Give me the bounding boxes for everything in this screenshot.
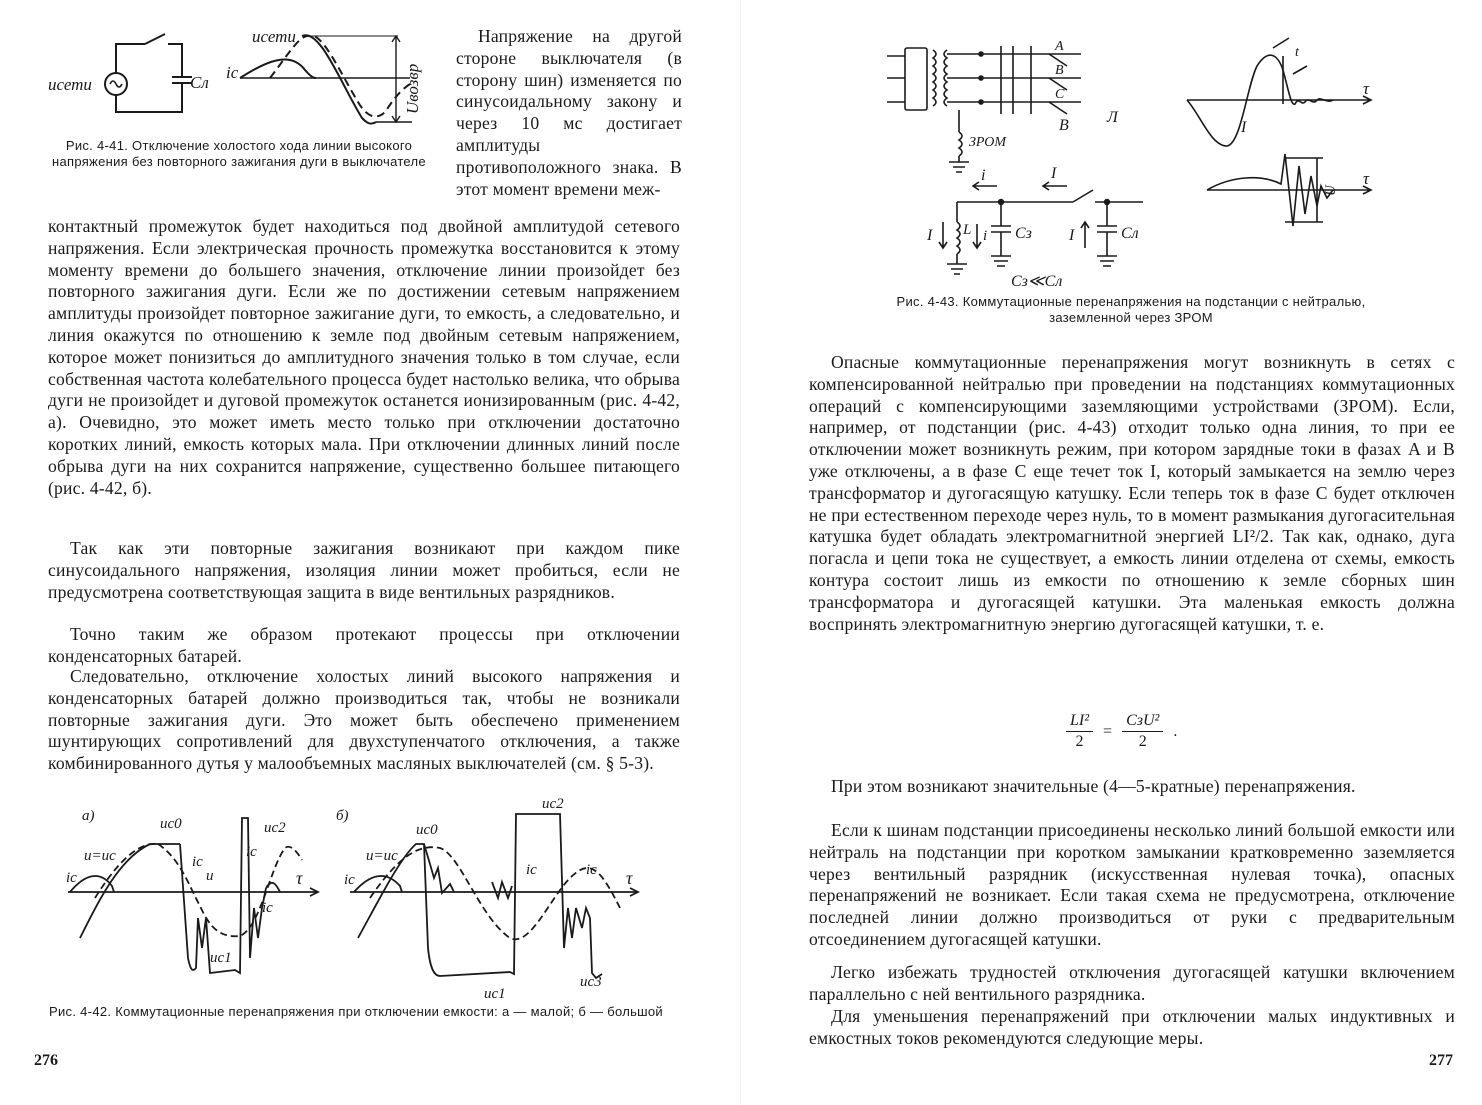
right-paragraph-4: Легко избежать трудностей отключения дугогасящей катушки включением параллельно с ней вентильного разрядника.	[809, 962, 1455, 1004]
l-inductor-label: L	[963, 222, 972, 238]
voltage-waveform	[1207, 154, 1371, 226]
uc1-a: uc1	[210, 950, 232, 966]
current-waveform	[1187, 38, 1371, 146]
panel-a	[66, 808, 318, 973]
l-label: Л	[1107, 109, 1118, 126]
uc2-a: uc2	[264, 820, 286, 836]
phase-b-label: B	[1055, 63, 1064, 78]
capacitance-relation: Cз≪Cл	[1011, 273, 1063, 290]
figure-4-42	[40, 798, 680, 1008]
uc3-b: uc3	[580, 974, 602, 990]
left-paragraph-1: контактный промежуток будет находиться под двойной амплитудой сетевого напряжения. Если электрическая прочность промежутка восстановится к этому моменту времени до большего значения, отключение линии произойдет без повторного зажигания дуги. Если же по достижении сетевым напряжением амплитуды произойдет повторное зажигание дуги, то емкость, а следовательно, и линия окажутся по отношению к земле под двойным сетевым напряжением, которое может понизиться до амплитудного значения только в том случае, если собственная частота колебательного процесса будет настолько велика, что обрыва дуги не произойдет и дуговой промежуток останется ионизированным (рис. 4-42, а). Очевидно, это может иметь место только при отключении достаточно коротких линий, емкость которых мала. При отключении длинных линий после обрыва дуги на них сохранится напряжение, существенно большее питающего (рис. 4-42, б).	[48, 216, 680, 498]
ic-b-3: ic	[586, 862, 597, 878]
ic-b-1: ic	[344, 872, 355, 888]
page-number-right: 277	[1429, 1052, 1453, 1069]
u-net-label: uсети	[48, 75, 92, 94]
i-small-label: i	[981, 167, 986, 184]
formula-eq: =	[1103, 722, 1113, 740]
formula-lhs	[1066, 712, 1093, 751]
uc1-b: uc1	[484, 986, 506, 1002]
right-paragraph-3: Если к шинам подстанции присоединены несколько линий большой емкости или нейтраль на подстанции при коротком замыкании кратковременно заземляется через вентильный разрядник (искусственная нулевая точка), опасных перенапряжений не возникает. Если такая схема не предусмотрена, отключение последней линии должно производиться от руки с предварительным отсоединением дугогасящей катушки.	[809, 820, 1455, 949]
i-right-label: I	[1069, 227, 1075, 244]
ic-a-1: ic	[66, 870, 77, 886]
figure-4-43	[881, 26, 1461, 296]
uc0-b: uc0	[416, 822, 438, 838]
formula-end: .	[1173, 722, 1178, 740]
i-arrow-label: I	[1051, 165, 1057, 182]
formula-lhs-den: 2	[1075, 733, 1084, 750]
u-label: U	[1323, 185, 1339, 196]
formula-rhs-num: CзU²	[1122, 712, 1163, 732]
figure-4-43-caption: Рис. 4-43. Коммутационные перенапряжения на подстанции с нейтралью, заземленной через ЗРОМ	[896, 294, 1366, 325]
figure-4-42-caption: Рис. 4-42. Коммутационные перенапряжения при отключении емкости: а — малой; б — большой	[49, 1004, 663, 1019]
ic-a-4: ic	[262, 900, 273, 916]
i-left-label: I	[927, 227, 933, 244]
u-solid-curve	[302, 35, 376, 123]
uc2-b: uc2	[542, 796, 564, 812]
ic-b-2: ic	[526, 862, 537, 878]
figure-4-41	[40, 22, 440, 132]
ic-a-2: ic	[192, 854, 203, 870]
t-label: t	[1295, 45, 1299, 60]
figure-4-41-caption: Рис. 4-41. Отключение холостого хода линии высокого напряжения без повторного зажигания дуги в выключателе	[52, 138, 426, 169]
right-page	[741, 0, 1482, 1105]
formula-rhs-den: 2	[1138, 733, 1147, 750]
tau-1: τ	[1363, 79, 1370, 98]
tau-a: τ	[296, 868, 303, 888]
left-paragraph-3: Точно таким же образом протекают процессы при отключении конденсаторных батарей.	[48, 624, 680, 666]
tau-2: τ	[1363, 169, 1370, 188]
substation-schematic	[887, 46, 1081, 172]
cl-label: Cл	[190, 73, 209, 92]
panel-b	[336, 796, 638, 1002]
i-curve-label: I	[1241, 119, 1247, 136]
left-paragraph-2: Так как эти повторные зажигания возникают при каждом пике синусоидального напряжения, изоляция линии может пробиться, если не предусмотрена соответствующая защита в виде вентильных разрядников.	[48, 538, 680, 602]
panel-a-label: а)	[82, 808, 95, 824]
side-text: Напряжение на другой стороне выключателя (в сторону шин) изменяется по синусоидальному закону и через 10 мс достигает амплитуды противоположного знака. В этот момент времени меж-	[456, 26, 682, 199]
formula-lhs-num: LI²	[1066, 712, 1093, 732]
ic-label: ic	[226, 63, 239, 82]
tau-b: τ	[626, 868, 633, 888]
c3-label: Cз	[1015, 225, 1032, 242]
uc0-a: uc0	[160, 816, 182, 832]
u-vozv-label: Uвозвр	[403, 63, 422, 114]
u-net-wave-label: uсети	[252, 27, 296, 46]
left-paragraph-4: Следовательно, отключение холостых линий высокого напряжения и конденсаторных батарей должно производиться так, чтобы не возникали повторные зажигания дуги. Это может быть обеспечено применением шунтирующих сопротивлений для двухступенчатого отключения, а также комбинированного дутья у малообъемных масляных выключателей (см. § 5-3).	[48, 666, 680, 774]
i2-label: i	[983, 228, 988, 244]
page-number-left: 276	[34, 1052, 58, 1069]
v-label: В	[1059, 117, 1069, 134]
ic-curve	[240, 60, 316, 78]
energy-formula	[1066, 712, 1177, 751]
formula-rhs	[1122, 712, 1163, 751]
zrom-label: ЗРОМ	[969, 135, 1007, 150]
right-paragraph-1: Опасные коммутационные перенапряжения могут возникнуть в сетях с компенсированной нейтралью при проведении на подстанциях коммутационных операций с компенсирующими заземляющими устройствами (ЗРОМ). Если, например, от подстанции (рис. 4-43) отходит только одна линия, то при ее отключении может возникнуть режим, при котором зарядные токи в фазах A и B уже отключены, а в фазе C еще течет ток I, который замыкается на землю через трансформатор и дугогасящую катушку. Если теперь ток в фазе C будет отключен не при естественном переходе через нуль, то в момент размыкания дугогасительная катушка будет обладать электромагнитной энергией LI²/2. Так как, однако, дуга погасла и цепи тока не существует, а емкость линии отделена от схемы, емкость контура состоит лишь из емкости по отношению к земле сборных шин трансформатора и дугогасящей катушки. Эта маленькая емкость должна воспринять электромагнитную энергию дугогасящей катушки, т. е.	[809, 352, 1455, 634]
panel-b-label: б)	[336, 808, 349, 824]
phase-c-label: C	[1055, 87, 1065, 102]
ic-a-3: ic	[246, 844, 257, 860]
phase-a-label: A	[1055, 39, 1064, 54]
cl-label-right: Cл	[1121, 225, 1139, 242]
u-a: u	[206, 868, 214, 884]
u-eq-uc-a: u=uc	[84, 848, 116, 864]
right-paragraph-5: Для уменьшения перенапряжений при отключении малых индуктивных и емкостных токов рекомендуются следующие меры.	[809, 1006, 1455, 1048]
right-paragraph-2: При этом возникают значительные (4—5-кратные) перенапряжения.	[831, 776, 1356, 796]
u-eq-uc-b: u=uc	[366, 848, 398, 864]
